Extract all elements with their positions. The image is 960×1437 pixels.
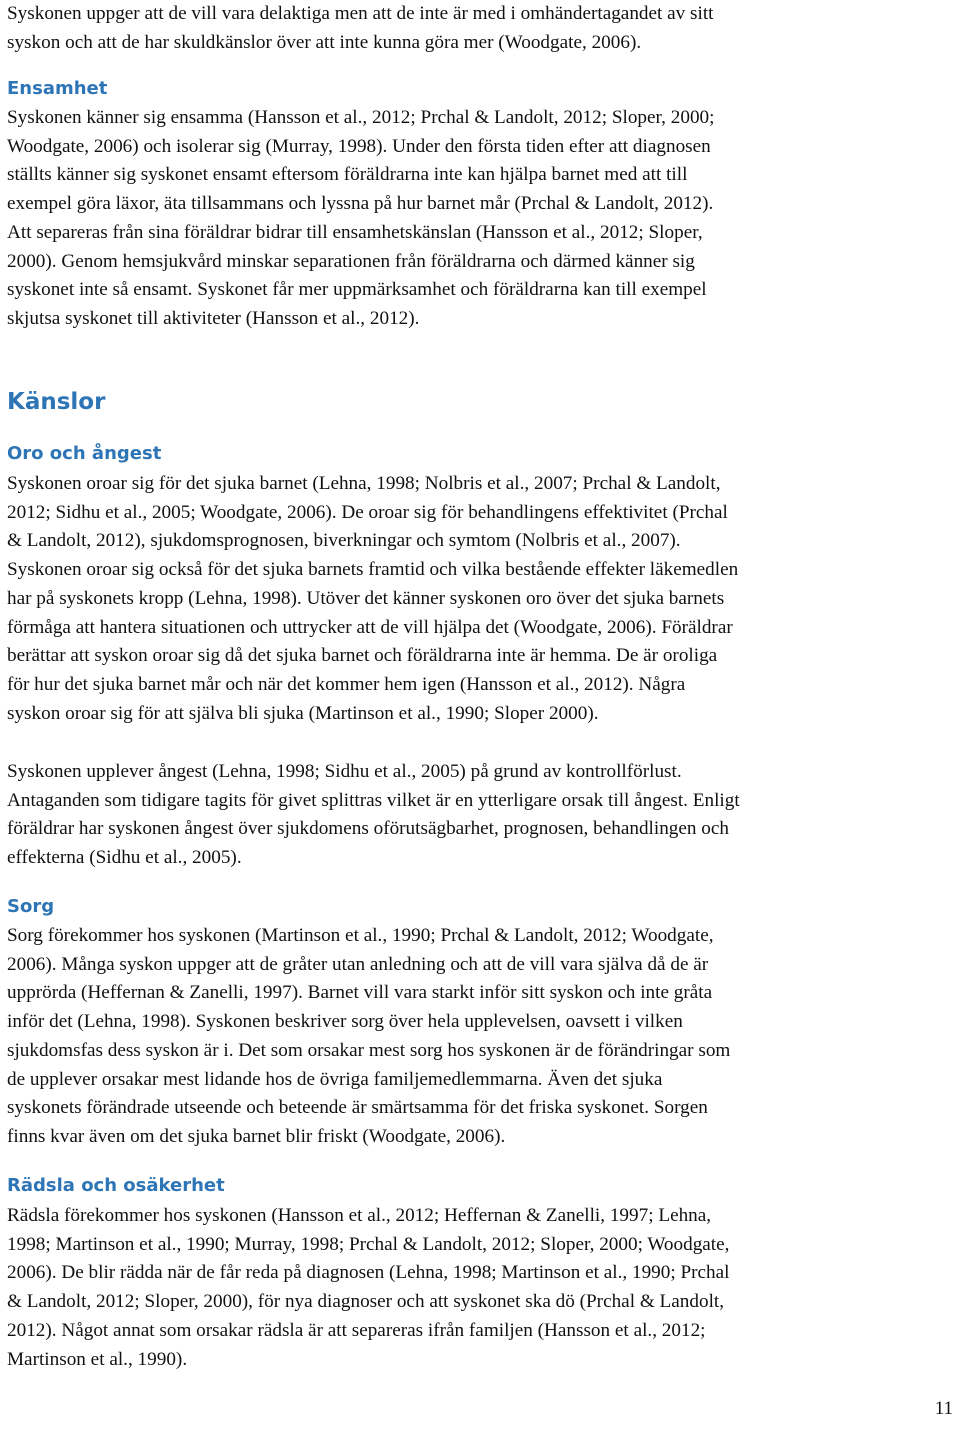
heading-ensamhet: Ensamhet (7, 78, 108, 99)
paragraph-radsla: Rädsla förekommer hos syskonen (Hansson et al., 2012; Heffernan & Zanelli, 1997; Lehna, 1998; Martinson et al., 1990; Murray, 1998; Prchal & Landolt, 2012; Sloper, 2000; Woodgate, 2006). De blir rädda när de får reda på diagnosen (Lehna, 1998; Martinson et al., 1990; Prchal & Landolt, 2012; Sloper, 2000), för nya diagnoser och att syskonet ska dö (Prchal & Landolt, 2012). Något annat som orsakar rädsla är att separeras ifrån familjen (Hansson et al., 2012; Martinson et al., 1990). (7, 1205, 730, 1370)
paragraph-ensamhet: Syskonen känner sig ensamma (Hansson et al., 2012; Prchal & Landolt, 2012; Sloper, 2000; Woodgate, 2006) och isolerar sig (Murray, 1998). Under den första tiden efter att diagnosen ställts känner sig syskonet ensamt eftersom föräldrarna inte kan hjälpa barnet med att till exempel göra läxor, äta tillsammans och lyssna på hur barnet mår (Prchal & Landolt, 2012). Att separeras från sina föräldrar bidrar till ensamhetskänslan (Hansson et al., 2012; Sloper, 2000). Genom hemsjukvård minskar separationen från föräldrarna och därmed känner sig syskonet inte så ensamt. Syskonet får mer uppmärksamhet och föräldrarna kan till exempel skjutsa syskonet till aktiviteter (Hansson et al., 2012). (7, 107, 715, 329)
heading-kanslor: Känslor (7, 389, 106, 415)
page-number: 11 (934, 1398, 953, 1419)
paragraph-sorg: Sorg förekommer hos syskonen (Martinson et al., 1990; Prchal & Landolt, 2012; Woodgate, 2006). Många syskon uppger att de gråter utan anledning och att de vill vara själva då de är upprörda (Heffernan & Zanelli, 1997). Barnet vill vara starkt inför sitt syskon och inte gråta inför det (Lehna, 1998). Syskonen beskriver sorg över hela upplevelsen, oavsett i vilken sjukdomsfas dess syskon är i. Det som orsakar mest sorg hos syskonen är de förändringar som de upplever orsakar mest lidande hos de övriga familjemedlemmarna. Även det sjuka syskonets förändrade utseende och beteende är smärtsamma för det friska syskonet. Sorgen finns kvar även om det sjuka barnet blir friskt (Woodgate, 2006). (7, 925, 731, 1147)
heading-oro-och-angest: Oro och ångest (7, 443, 162, 464)
heading-sorg: Sorg (7, 896, 55, 917)
intro-paragraph: Syskonen uppger att de vill vara delaktiga men att de inte är med i omhändertagandet av sitt syskon och att de har skuldkänslor över att inte kunna göra mer (Woodgate, 2006). (7, 3, 714, 53)
paragraph-oro-2: Syskonen upplever ångest (Lehna, 1998; Sidhu et al., 2005) på grund av kontrollförlust. Antaganden som tidigare tagits för givet splittras vilket är en ytterligare orsak till ångest. Enligt föräldrar har syskonen ångest över sjukdomens oförutsägbarhet, prognosen, behandlingen och effekterna (Sidhu et al., 2005). (7, 761, 740, 869)
paragraph-oro-1: Syskonen oroar sig för det sjuka barnet (Lehna, 1998; Nolbris et al., 2007; Prchal & Landolt, 2012; Sidhu et al., 2005; Woodgate, 2006). De oroar sig för behandlingens effektivitet (Prchal & Landolt, 2012), sjukdomsprognosen, biverkningar och symtom (Nolbris et al., 2007). Syskonen oroar sig också för det sjuka barnets framtid och vilka bestående effekter läkemedlen har på syskonets kropp (Lehna, 1998). Utöver det känner syskonen oro över det sjuka barnets förmåga att hantera situationen och uttrycker att de vill hjälpa det (Woodgate, 2006). Föräldrar berättar att syskon oroar sig då det sjuka barnet och föräldrarna inte är hemma. De är oroliga för hur det sjuka barnet mår och när det kommer hem igen (Hansson et al., 2012). Några syskon oroar sig för att själva bli sjuka (Martinson et al., 1990; Sloper 2000). (7, 473, 739, 724)
heading-radsla-och-osakerhet: Rädsla och osäkerhet (7, 1175, 225, 1196)
